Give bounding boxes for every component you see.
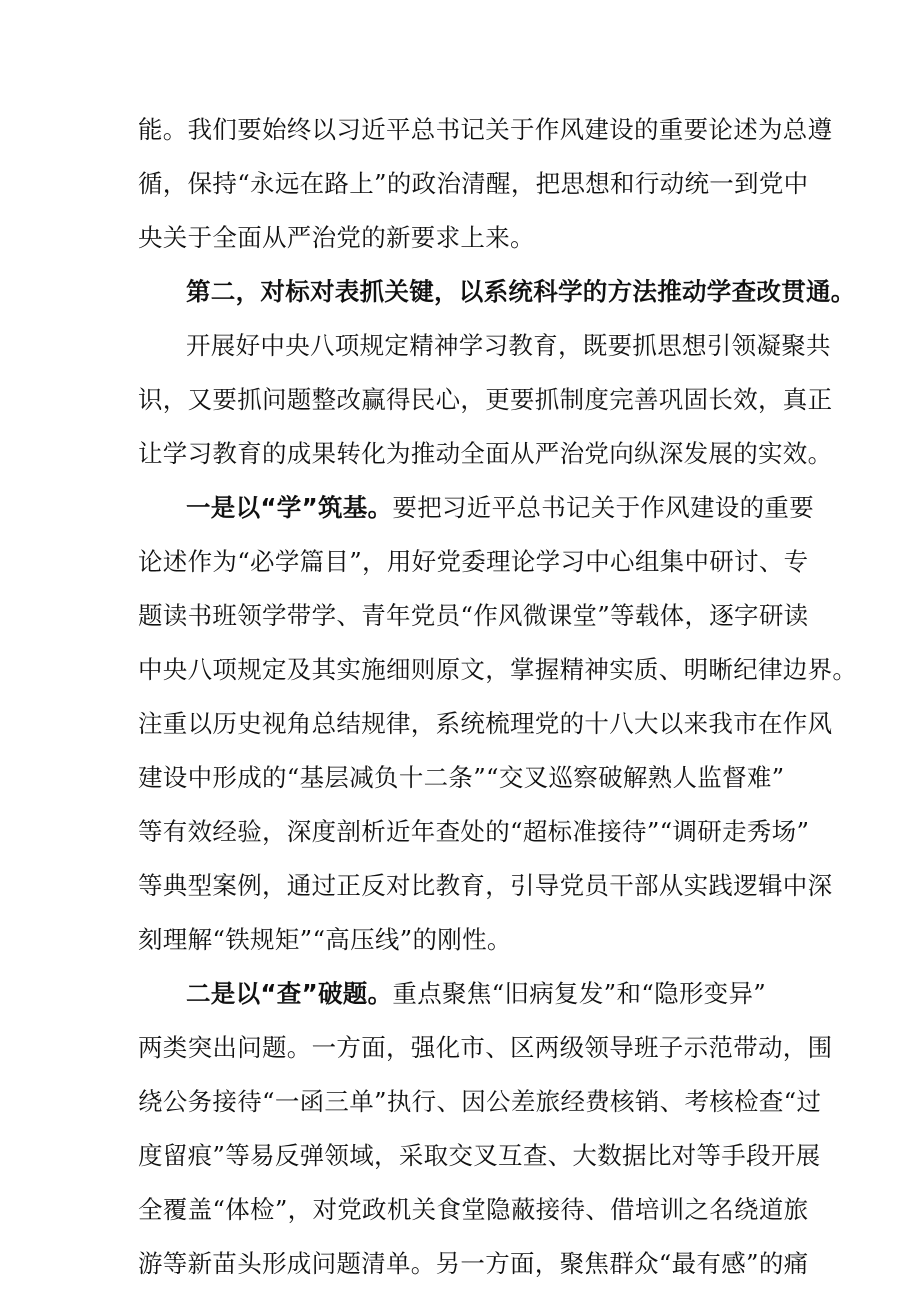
- text-line: 等典型案例，通过正反对比教育，引导党员干部从实践逻辑中深: [138, 871, 833, 900]
- paragraph-lead-rest: 重点聚焦“旧病复发”和“隐形变异”: [392, 979, 767, 1008]
- text-line: 绕公务接待“一函三单”执行、因公差旅经费核销、考核检查“过: [138, 1087, 822, 1116]
- text-line: 循，保持“永远在路上”的政治清醒，把思想和行动统一到党中: [138, 169, 809, 198]
- text-line: 刻理解“铁规矩”“高压线”的刚性。: [138, 925, 512, 954]
- text-line: 全覆盖“体检”，对党政机关食堂隐蔽接待、借培训之名绕道旅: [138, 1195, 809, 1224]
- text-line: 中央八项规定及其实施细则原文，掌握精神实质、明晰纪律边界。: [138, 655, 858, 684]
- text-line: 论述作为“必学篇目”，用好党委理论学习中心组集中研讨、专: [138, 547, 809, 576]
- text-line: 两类突出问题。一方面，强化市、区两级领导班子示范带动，围: [138, 1033, 833, 1062]
- paragraph-lead-line: [186, 974, 798, 1014]
- text-line: 能。我们要始终以习近平总书记关于作风建设的重要论述为总遵: [138, 115, 833, 144]
- text-line: 让学习教育的成果转化为推动全面从严治党向纵深发展的实效。: [138, 439, 833, 468]
- text-line: 开展好中央八项规定精神学习教育，既要抓思想引领凝聚共: [186, 331, 831, 360]
- text-line: 识，又要抓问题整改赢得民心，更要抓制度完善巩固长效，真正: [138, 385, 833, 414]
- paragraph-lead-rest: 要把习近平总书记关于作风建设的重要: [392, 493, 815, 522]
- section-heading: 第二，对标对表抓关键，以系统科学的方法推动学查改贯通。: [186, 277, 856, 306]
- text-line: 度留痕”等易反弹领域，采取交叉互查、大数据比对等手段开展: [138, 1141, 821, 1170]
- paragraph-lead-line: [186, 488, 815, 528]
- text-line: 等有效经验，深度剖析近年查处的“超标准接待”“调研走秀场”: [138, 817, 810, 846]
- paragraph-lead: 一是以“学”筑基。: [186, 493, 393, 522]
- text-line: 建设中形成的“基层减负十二条”“交叉巡察破解熟人监督难”: [138, 763, 785, 792]
- text-line: 注重以历史视角总结规律，系统梳理党的十八大以来我市在作风: [138, 709, 833, 738]
- text-line: 题读书班领学带学、青年党员“作风微课堂”等载体，逐字研读: [138, 601, 809, 630]
- text-line: 央关于全面从严治党的新要求上来。: [138, 223, 535, 252]
- paragraph-lead: 二是以“查”破题。: [186, 979, 393, 1008]
- text-line: 游等新苗头形成问题清单。另一方面，聚焦群众“最有感”的痛: [138, 1249, 809, 1278]
